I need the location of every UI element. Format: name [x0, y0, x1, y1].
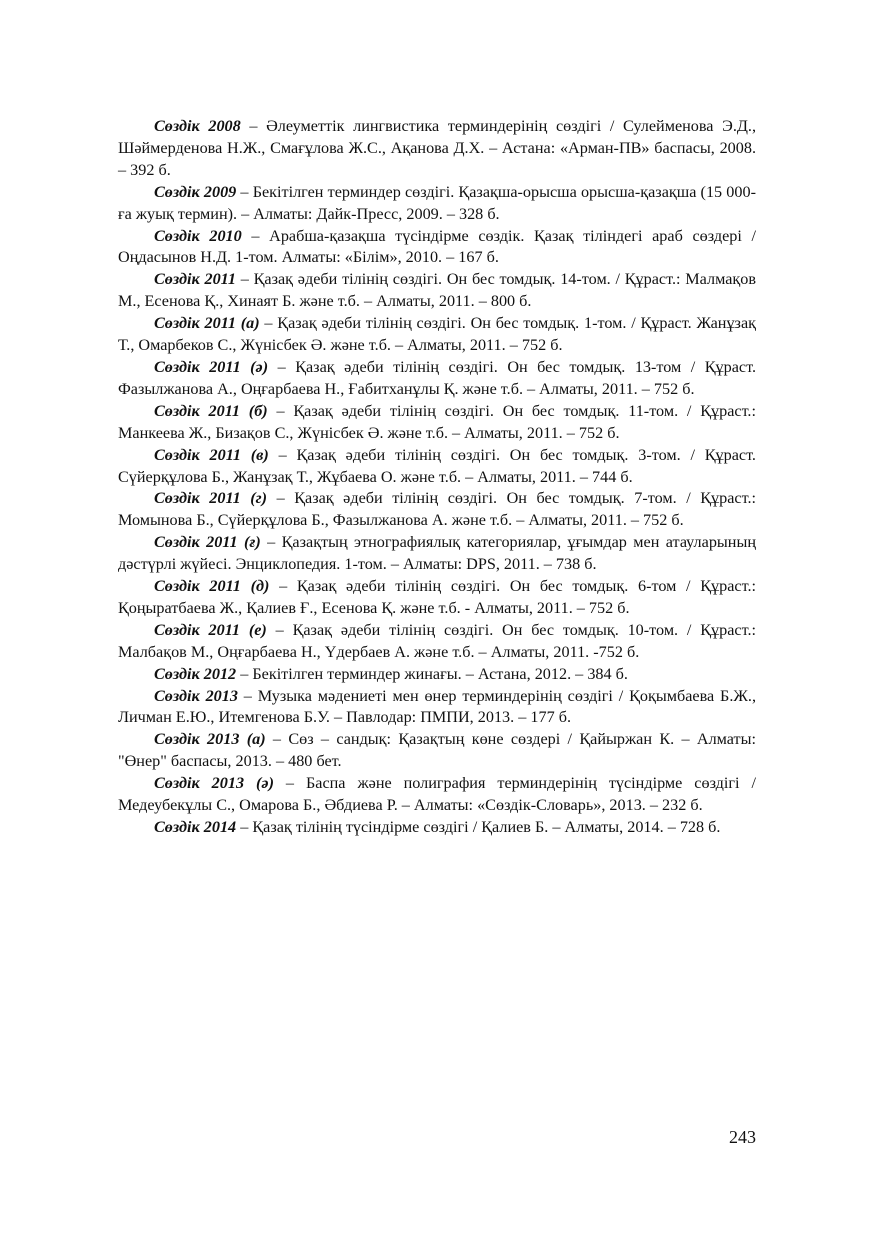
bibliography-entry [118, 576, 756, 620]
entry-key: Сөздік 2010 [154, 226, 242, 245]
bibliography-entry [118, 686, 756, 730]
bibliography-entry [118, 313, 756, 357]
bibliography-entry [118, 182, 756, 226]
entry-key: Сөздік 2011 (ә) [154, 357, 269, 376]
bibliography-entry [118, 532, 756, 576]
bibliography-entry [118, 357, 756, 401]
entry-key: Сөздік 2011 (б) [154, 401, 268, 420]
entry-key: Сөздік 2012 [154, 664, 237, 683]
entry-text: – Қазақ әдеби тілінің сөздігі. Он бес томдық. 10-том. / Құраст.: Малбақов М., Оңғарбаева Н., Үдербаев А. және т.б. – Алматы, 2011. -752 б. [118, 620, 757, 661]
bibliography-entry [118, 664, 756, 686]
entry-text: – Музыка мәдениеті мен өнер терминдерінің сөздігі / Қоқымбаева Б.Ж., Личман Е.Ю., Итемгенова Б.У. – Павлодар: ПМПИ, 2013. – 177 б. [118, 686, 756, 727]
entry-text: – Арабша-қазақша түсіндірме сөздік. Қазақ тіліндегі араб сөздері / Оңдасынов Н.Д. 1-том. Алматы: «Білім», 2010. – 167 б. [118, 226, 756, 267]
entry-text: – Қазақ әдеби тілінің сөздігі. Он бес томдық. 13-том / Құраст. Фазылжанова А., Оңғарбаева Н., Ғабитханұлы Қ. және т.б. – Алматы, 2011. – 752 б. [118, 357, 757, 398]
entry-text: – Қазақ тілінің түсіндірме сөздігі / Қалиев Б. – Алматы, 2014. – 728 б. [236, 818, 721, 836]
bibliography-entry [118, 116, 756, 182]
entry-key: Сөздік 2008 [154, 117, 241, 135]
bibliography-list [118, 116, 756, 839]
bibliography-entry [118, 269, 756, 313]
entry-text: – Қазақ әдеби тілінің сөздігі. Он бес томдық. 3-том. / Құраст. Сүйерқұлова Б., Жанұзақ Т., Жұбаева О. және т.б. – Алматы, 2011. – 744 б. [118, 445, 756, 486]
bibliography-entry [118, 620, 756, 664]
entry-text: – Қазақтың этнографиялық категориялар, ұғымдар мен атауларының дәстүрлі жүйесі. Энциклопедия. 1-том. – Алматы: DPS, 2011. – 738 б. [118, 533, 756, 574]
entry-key: Сөздік 2011 (г) [154, 489, 268, 508]
entry-text: – Баспа және полиграфия терминдерінің түсіндірме сөздігі / Медеубекұлы С., Омарова Б., Әбдиева Р. – Алматы: «Сөздік-Словарь», 2013. – 232 б. [118, 774, 757, 815]
entry-key: Сөздік 2011 (в) [154, 445, 269, 464]
entry-key: Сөздік 2011 (д) [154, 577, 270, 596]
bibliography-entry [118, 401, 756, 445]
entry-key: Сөздік 2013 (а) [154, 730, 266, 749]
entry-key: Сөздік 2011 [154, 270, 236, 289]
entry-text: – Бекітілген терминдер сөздігі. Қазақша-орысша орысша-қазақша (15 000-ға жуық термин). – Алматы: Дайк-Пресс, 2009. – 328 б. [118, 182, 756, 223]
entry-key: Сөздік 2011 (ғ) [154, 533, 261, 552]
page-number: 243 [729, 1127, 756, 1147]
entry-key: Сөздік 2013 [154, 686, 238, 705]
entry-key: Сөздік 2009 [154, 182, 237, 201]
entry-text: – Қазақ әдеби тілінің сөздігі. Он бес томдық. 6-том / Құраст.: Қоңыратбаева Ж., Қалиев Ғ., Есенова Қ. және т.б. - Алматы, 2011. – 752 б. [118, 577, 756, 617]
entry-key: Сөздік 2014 [154, 818, 237, 836]
entry-key: Сөздік 2011 (а) [154, 314, 260, 333]
entry-text: – Қазақ әдеби тілінің сөздігі. Он бес томдық. 11-том. / Құраст.: Манкеева Ж., Бизақов С., Жүнісбек Ә. және т.б. – Алматы, 2011. – 752 б. [118, 401, 756, 442]
bibliography-entry [118, 773, 756, 817]
bibliography-entry [118, 817, 756, 839]
entry-text: – Әлеуметтік лингвистика терминдерінің сөздігі / Сулейменова Э.Д., Шәймерденова Н.Ж., Смағұлова Ж.С., Ақанова Д.Х. – Астана: «Арман-ПВ» баспасы, 2008. – 392 б. [118, 117, 756, 179]
entry-text: – Сөз – сандық: Қазақтың көне сөздері / Қайыржан К. – Алматы: "Өнер" баспасы, 2013. – 480 бет. [118, 730, 756, 771]
entry-key: Сөздік 2013 (ә) [154, 774, 274, 793]
entry-text: – Қазақ әдеби тілінің сөздігі. Он бес томдық. 1-том. / Құраст. Жанұзақ Т., Омарбеков С., Жүнісбек Ә. және т.б. – Алматы, 2011. – 752 б. [118, 314, 756, 355]
bibliography-entry [118, 729, 756, 773]
bibliography-entry [118, 445, 756, 489]
entry-text: – Қазақ әдеби тілінің сөздігі. Он бес томдық. 7-том. / Құраст.: Момынова Б., Сүйерқұлова Б., Фазылжанова А. және т.б. – Алматы, 2011. – 752 б. [118, 489, 756, 530]
entry-text: – Қазақ әдеби тілінің сөздігі. Он бес томдық. 14-том. / Құраст.: Малмақов М., Есенова Қ., Хинаят Б. және т.б. – Алматы, 2011. – 800 б. [118, 270, 756, 311]
entry-key: Сөздік 2011 (е) [154, 620, 267, 639]
bibliography-entry [118, 226, 756, 270]
entry-text: – Бекітілген терминдер жинағы. – Астана, 2012. – 384 б. [236, 664, 628, 683]
bibliography-entry [118, 488, 756, 532]
